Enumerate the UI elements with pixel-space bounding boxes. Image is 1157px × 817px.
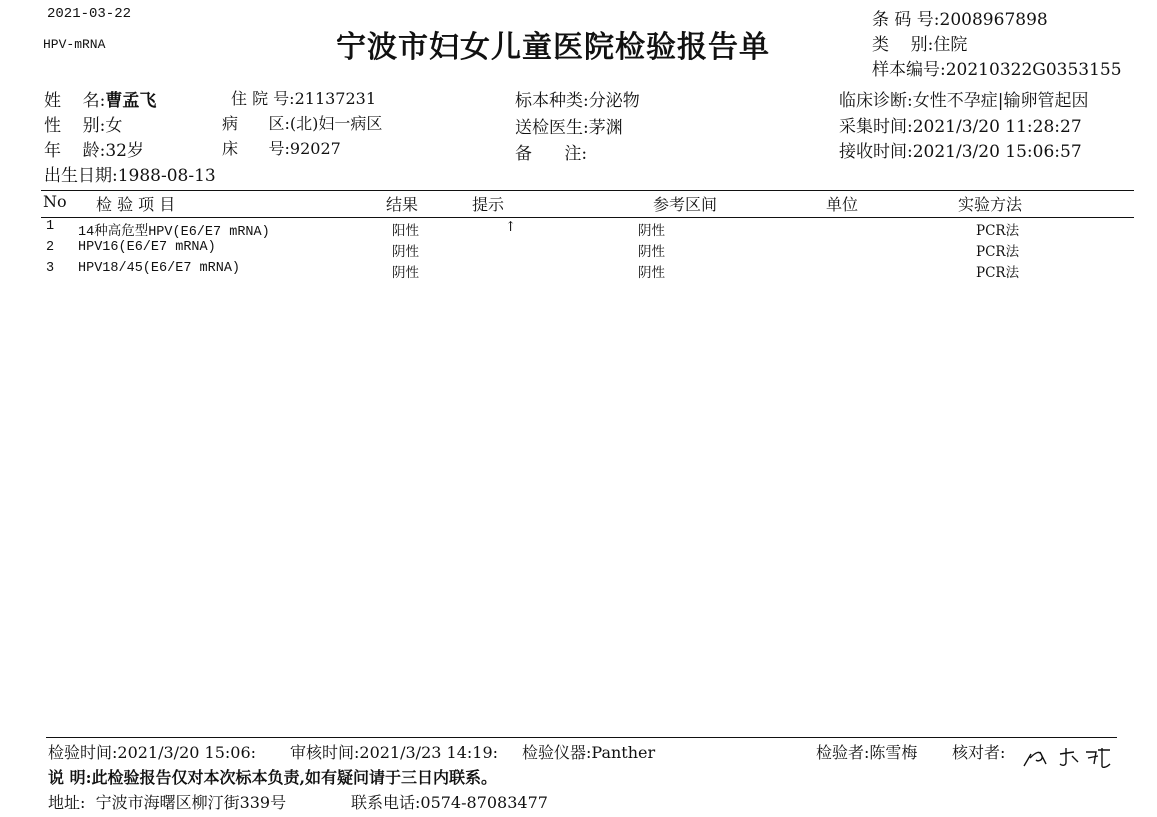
patient-age-row xyxy=(44,136,144,161)
row-method: PCR法 xyxy=(976,223,1020,239)
col-header-result: 结果 xyxy=(386,195,419,214)
row-item: HPV16(E6/E7 mRNA) xyxy=(78,240,216,255)
collect-label: 采集时间: xyxy=(839,117,913,137)
bed-label: 床 号: xyxy=(222,139,290,158)
specimen-label: 标本种类: xyxy=(515,91,589,111)
col-header-no: No xyxy=(43,192,67,211)
remark-label: 备 注: xyxy=(515,144,588,164)
doctor-row xyxy=(515,113,623,138)
row-result: 阳性 xyxy=(392,223,419,239)
row-no: 2 xyxy=(46,240,55,255)
gender-label: 性 别: xyxy=(44,116,106,136)
patient-name: 曹孟飞 xyxy=(105,91,157,111)
page-title: 宁波市妇女儿童医院检验报告单 xyxy=(336,30,770,65)
sample-no-value: 20210322G0353155 xyxy=(945,60,1122,80)
row-reference: 阴性 xyxy=(638,265,665,281)
instrument: 检验仪器:Panther xyxy=(522,743,656,762)
col-header-method: 实验方法 xyxy=(958,195,1023,214)
row-result: 阴性 xyxy=(392,265,419,281)
specimen-value: 分泌物 xyxy=(588,91,640,111)
collect-value: 2021/3/20 11:28:27 xyxy=(912,117,1082,137)
test-code: HPV-mRNA xyxy=(43,37,106,52)
row-result: 阴性 xyxy=(392,244,419,260)
sample-no-row xyxy=(872,55,1122,80)
col-header-reference: 参考区间 xyxy=(653,195,718,214)
age-label: 年 龄: xyxy=(44,141,106,161)
remark-row xyxy=(515,139,587,164)
name-label: 姓 名: xyxy=(44,91,106,111)
receive-value: 2021/3/20 15:06:57 xyxy=(912,142,1082,162)
patient-gender-row xyxy=(44,111,122,136)
doctor-label: 送检医生: xyxy=(515,118,589,138)
row-item: HPV18/45(E6/E7 mRNA) xyxy=(78,261,241,276)
receive-label: 接收时间: xyxy=(839,142,913,162)
patient-dob: 1988-08-13 xyxy=(117,166,216,186)
patient-gender: 女 xyxy=(105,116,123,136)
admission-label: 住 院 号: xyxy=(231,89,295,108)
admission-value: 21137231 xyxy=(294,89,377,108)
tester: 检验者:陈雪梅 xyxy=(816,743,918,762)
specimen-row xyxy=(515,86,640,111)
review-time: 审核时间:2021/3/23 14:19: xyxy=(290,743,499,762)
category-label: 类 别: xyxy=(872,35,934,55)
col-header-item: 检 验 项 目 xyxy=(96,195,176,214)
category-row xyxy=(872,30,967,55)
row-no: 1 xyxy=(46,219,55,234)
ward-label: 病 区: xyxy=(222,114,290,133)
row-hint: ↑ xyxy=(505,219,517,235)
row-method: PCR法 xyxy=(976,244,1020,260)
row-reference: 阴性 xyxy=(638,223,665,239)
barcode-row xyxy=(872,5,1048,30)
diagnosis-row xyxy=(839,86,1088,111)
checker-signature xyxy=(1022,744,1114,770)
col-header-unit: 单位 xyxy=(826,195,859,214)
row-method: PCR法 xyxy=(976,265,1020,281)
collect-time-row xyxy=(839,112,1082,137)
row-reference: 阴性 xyxy=(638,244,665,260)
ward-value: (北)妇一病区 xyxy=(289,114,383,133)
address: 地址: 宁波市海曙区柳汀街339号 xyxy=(48,793,287,812)
category-value: 住院 xyxy=(933,35,968,55)
receive-time-row xyxy=(839,137,1082,162)
patient-dob-row xyxy=(44,161,216,186)
patient-age: 32岁 xyxy=(105,141,144,161)
col-header-hint: 提示 xyxy=(472,195,505,214)
disclaimer-note: 说 明:此检验报告仅对本次标本负责,如有疑问请于三日内联系。 xyxy=(48,768,498,787)
row-item: 14种高危型HPV(E6/E7 mRNA) xyxy=(78,225,270,240)
checker-label: 核对者: xyxy=(952,743,1006,762)
sample-no-label: 样本编号: xyxy=(872,60,946,80)
table-top-rule xyxy=(41,190,1134,191)
bed-row xyxy=(222,136,341,159)
barcode-label: 条 码 号: xyxy=(872,10,940,30)
ward-row xyxy=(222,111,382,134)
doctor-value: 茅渊 xyxy=(588,118,623,138)
phone: 联系电话:0574-87083477 xyxy=(351,793,548,812)
report-date: 2021-03-22 xyxy=(47,6,132,22)
row-no: 3 xyxy=(46,261,55,276)
diagnosis-label: 临床诊断: xyxy=(839,91,913,111)
dob-label: 出生日期: xyxy=(44,166,118,186)
admission-row xyxy=(231,86,376,109)
table-header-rule xyxy=(41,217,1134,218)
footer-rule xyxy=(46,737,1117,738)
barcode-value: 2008967898 xyxy=(939,10,1048,30)
diagnosis-value: 女性不孕症|输卵管起因 xyxy=(912,91,1089,111)
patient-name-row xyxy=(44,86,156,111)
bed-value: 92027 xyxy=(289,139,341,158)
test-time: 检验时间:2021/3/20 15:06: xyxy=(48,743,257,762)
